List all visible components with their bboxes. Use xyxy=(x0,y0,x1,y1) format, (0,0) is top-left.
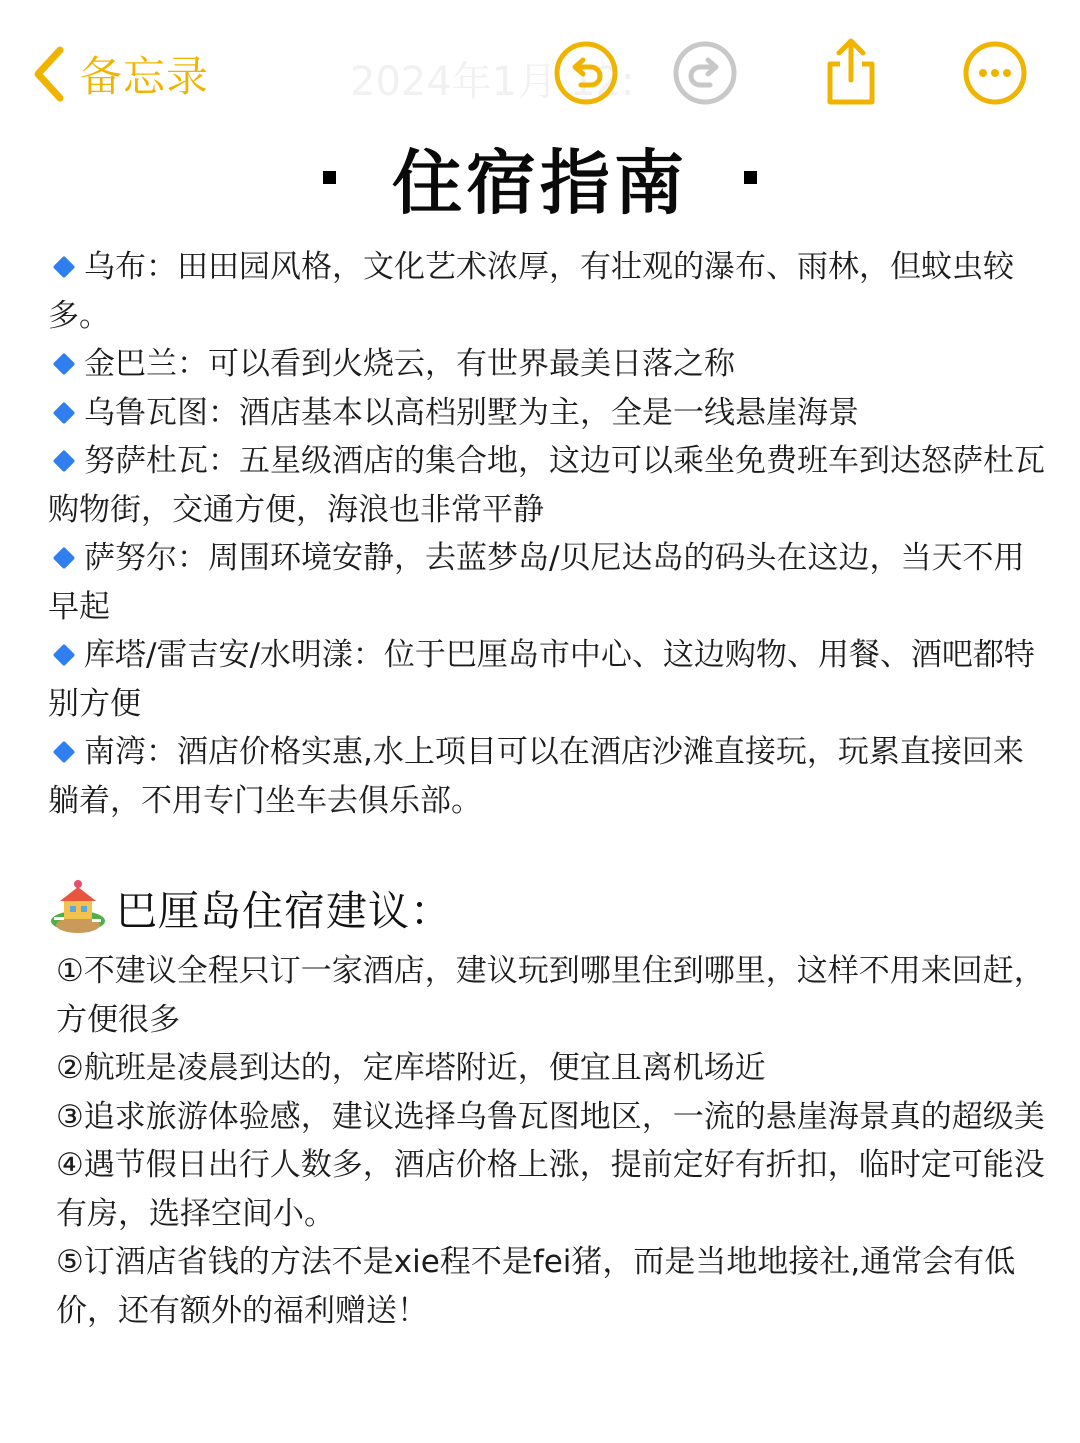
area-name: 南湾 xyxy=(84,734,146,770)
area-name: 乌鲁瓦图 xyxy=(84,394,208,431)
area-desc: 可以看到火烧云，有世界最美日落之称 xyxy=(208,346,735,382)
area-desc: 田田园风格，文化艺术浓厚，有壮观的瀑布、雨林，但蚊虫较多。 xyxy=(48,249,1014,334)
title-bullet-right xyxy=(744,171,757,184)
top-toolbar xyxy=(0,0,1080,140)
diamond-bullet-icon xyxy=(53,401,76,424)
area-desc: 酒店价格实惠,水上项目可以在酒店沙滩直接玩，玩累直接回来躺着，不用专门坐车去俱乐部。 xyxy=(48,734,1024,819)
area-desc: 五星级酒店的集合地，这边可以乘坐免费班车到达怒萨杜瓦购物街，交通方便，海浪也非常平静 xyxy=(48,443,1045,528)
diamond-bullet-icon xyxy=(53,644,76,667)
share-icon[interactable] xyxy=(818,36,884,108)
area-desc: 周围环境安静，去蓝梦岛/贝尼达岛的码头在这边，当天不用早起 xyxy=(48,540,1025,625)
tip-item: ①不建议全程只订一家酒店，建议玩到哪里住到哪里，这样不用来回赶，方便很多 xyxy=(56,953,1045,1038)
back-button[interactable] xyxy=(30,44,209,104)
list-item: 乌鲁瓦图：酒店基本以高档别墅为主，全是一线悬崖海景 xyxy=(48,389,1048,438)
area-name: 萨努尔 xyxy=(84,540,177,576)
area-desc: 位于巴厘岛市中心、这边购物、用餐、酒吧都特别方便 xyxy=(48,637,1035,722)
section-title: 巴厘岛住宿建议： xyxy=(116,886,452,935)
diamond-bullet-icon xyxy=(53,256,76,279)
list-item: 萨努尔：周围环境安静，去蓝梦岛/贝尼达岛的码头在这边，当天不用早起 xyxy=(48,540,1025,625)
tip-item: ④遇节假日出行人数多，酒店价格上涨，提前定好有折扣，临时定可能没有房，选择空间小。 xyxy=(56,1147,1045,1232)
area-name: 库塔/雷吉安/水明漾 xyxy=(84,637,353,673)
section-heading xyxy=(48,872,452,942)
area-list xyxy=(48,243,1048,825)
tip-item: ③追求旅游体验感，建议选择乌鲁瓦图地区，一流的悬崖海景真的超级美 xyxy=(56,1098,1045,1135)
list-item: 努萨杜瓦：五星级酒店的集合地，这边可以乘坐免费班车到达怒萨杜瓦购物街，交通方便，海浪也非常平静 xyxy=(48,443,1045,528)
tips-list xyxy=(56,947,1052,1335)
island-house-icon xyxy=(48,877,108,937)
list-item: 金巴兰：可以看到火烧云，有世界最美日落之称 xyxy=(48,340,1048,389)
note-title-row xyxy=(0,130,1080,225)
area-name: 努萨杜瓦 xyxy=(84,443,208,479)
diamond-bullet-icon xyxy=(53,547,76,570)
area-name: 乌布 xyxy=(84,249,146,285)
diamond-bullet-icon xyxy=(53,450,76,473)
title-bullet-left xyxy=(323,171,336,184)
diamond-bullet-icon xyxy=(53,353,76,376)
list-item: 库塔/雷吉安/水明漾：位于巴厘岛市中心、这边购物、用餐、酒吧都特别方便 xyxy=(48,637,1035,722)
area-name: 金巴兰 xyxy=(84,346,177,382)
tip-item: ②航班是凌晨到达的，定库塔附近，便宜且离机场近 xyxy=(56,1050,766,1086)
area-desc: 酒店基本以高档别墅为主，全是一线悬崖海景 xyxy=(239,394,859,431)
chevron-left-icon xyxy=(30,46,66,102)
list-item: 乌布：田田园风格，文化艺术浓厚，有壮观的瀑布、雨林，但蚊虫较多。 xyxy=(48,249,1014,334)
redo-icon[interactable] xyxy=(672,40,738,106)
diamond-bullet-icon xyxy=(53,741,76,764)
undo-icon[interactable] xyxy=(553,40,619,106)
more-icon[interactable] xyxy=(962,40,1028,106)
back-label: 备忘录 xyxy=(80,52,210,101)
note-date: 2024年1月 12: xyxy=(350,59,635,105)
tip-item: ⑤订酒店省钱的方法不是xie程不是fei猪，而是当地地接社,通常会有低价，还有额外的福利赠送！ xyxy=(56,1244,1016,1329)
note-title: 住宿指南 xyxy=(392,141,688,224)
list-item: 南湾：酒店价格实惠,水上项目可以在酒店沙滩直接玩，玩累直接回来躺着，不用专门坐车去俱乐部。 xyxy=(48,734,1024,819)
